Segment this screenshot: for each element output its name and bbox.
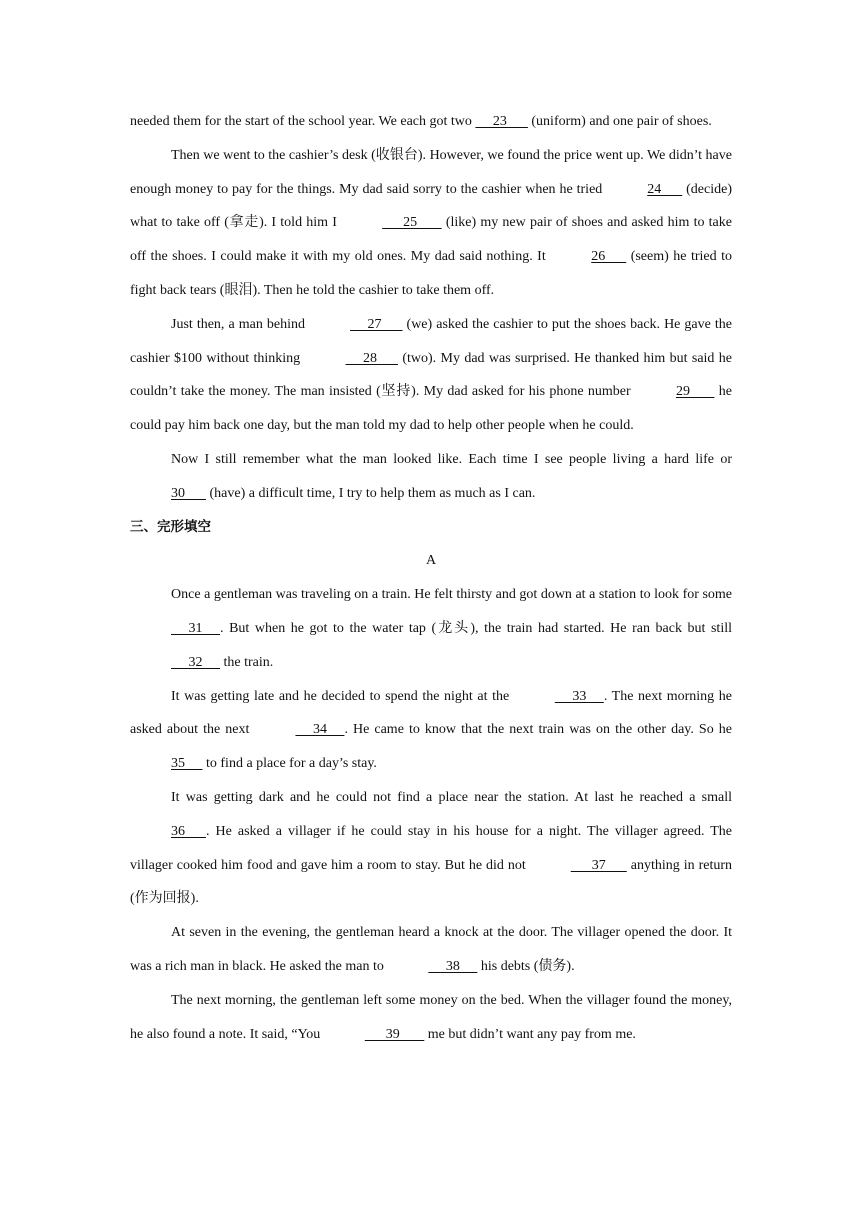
text: (decide) what to take off (拿走). I told him I (130, 181, 733, 231)
text: It was getting late and he decided to spend the night at the (171, 688, 514, 704)
paragraph-remember (130, 443, 732, 511)
text: to find a place for a day’s stay. (202, 756, 377, 772)
text: me but didn’t want any pay from me. (424, 1026, 636, 1042)
blank-23[interactable]: 23 (475, 114, 528, 129)
blank-36[interactable]: 36 (171, 823, 206, 839)
blank-24[interactable]: 24 (647, 181, 683, 197)
text: . But when he got to the water tap (龙头), the train had started. He ran back but still (220, 620, 732, 636)
text: Now I still remember what the man looked like. Each time I see people living a hard life or (171, 451, 732, 467)
paragraph-school-uniform (130, 105, 732, 139)
text: (uniform) and one pair of shoes. (527, 114, 712, 129)
blank-30[interactable]: 30 (171, 485, 206, 501)
text: the train. (220, 654, 274, 670)
blank-29[interactable]: 29 (675, 384, 715, 400)
text: At seven in the evening, the gentleman heard a knock at the door. The villager opened the door. It was a rich man in black. He asked the man to (130, 925, 732, 974)
blank-34[interactable]: 34 (295, 722, 345, 738)
text: Just then, a man behind (171, 316, 309, 332)
text: . The next morning he asked about the next (130, 688, 733, 738)
text: (we) asked the cashier to put the shoes back. He gave the cashier $100 without thinking (130, 316, 732, 366)
text: his debts (债务). (477, 958, 575, 974)
blank-25[interactable]: 25 (382, 215, 442, 231)
passage-label: A (425, 553, 437, 569)
paragraph-man-behind (130, 308, 732, 443)
text: (have) a difficult time, I try to help them as much as I can. (206, 485, 536, 501)
text: (two). My dad was surprised. He thanked him but said he couldn’t take the money. The man insisted (坚持). My dad asked for his phone number (130, 350, 732, 400)
paragraph-note (130, 984, 732, 1052)
text: Then we went to the cashier’s desk (收银台). However, we found the price went up. We didn’t have enough money to pay for the things. My dad said sorry to the cashier when he tried (130, 147, 732, 197)
text: It was getting dark and he could not find a place near the station. At last he reached a small (171, 789, 732, 805)
paragraph-villager (130, 781, 732, 916)
blank-27[interactable]: 27 (350, 316, 403, 332)
blank-39[interactable]: 39 (364, 1026, 425, 1042)
blank-35[interactable]: 35 (171, 756, 203, 772)
section-title: 三、完形填空 (130, 518, 211, 535)
text: . He came to know that the next train was on the other day. So he (344, 722, 732, 738)
text: he could pay him back one day, but the man told my dad to help other people when he could. (130, 384, 732, 434)
text: . He asked a villager if he could stay in his house for a night. The villager agreed. The villager cooked him food and gave him a room to stay. But he did not (130, 823, 732, 873)
blank-33[interactable]: 33 (554, 688, 604, 704)
paragraph-cashier (130, 139, 732, 308)
paragraph-night-station (130, 680, 732, 781)
text: Once a gentleman was traveling on a train. He felt thirsty and got down at a station to look for some (171, 587, 732, 603)
text: needed them for the start of the school year. We each got two (130, 114, 476, 129)
blank-38[interactable]: 38 (428, 958, 478, 974)
blank-26[interactable]: 26 (591, 249, 627, 265)
blank-31[interactable]: 31 (171, 620, 220, 636)
text: (seem) he tried to fight back tears (眼泪). Then he told the cashier to take them off. (130, 249, 732, 298)
document-page (130, 105, 732, 1051)
blank-37[interactable]: 37 (570, 857, 627, 873)
text: anything in return (作为回报). (130, 857, 732, 907)
paragraph-knock (130, 916, 732, 984)
blank-32[interactable]: 32 (171, 654, 220, 670)
text: (like) my new pair of shoes and asked him to take off the shoes. I could make it with my old ones. My dad said nothing. It (130, 215, 732, 265)
text: The next morning, the gentleman left some money on the bed. When the villager found the money, he also found a note. It said, “You (130, 992, 732, 1042)
paragraph-gentleman-train (130, 578, 732, 679)
blank-28[interactable]: 28 (345, 350, 398, 366)
